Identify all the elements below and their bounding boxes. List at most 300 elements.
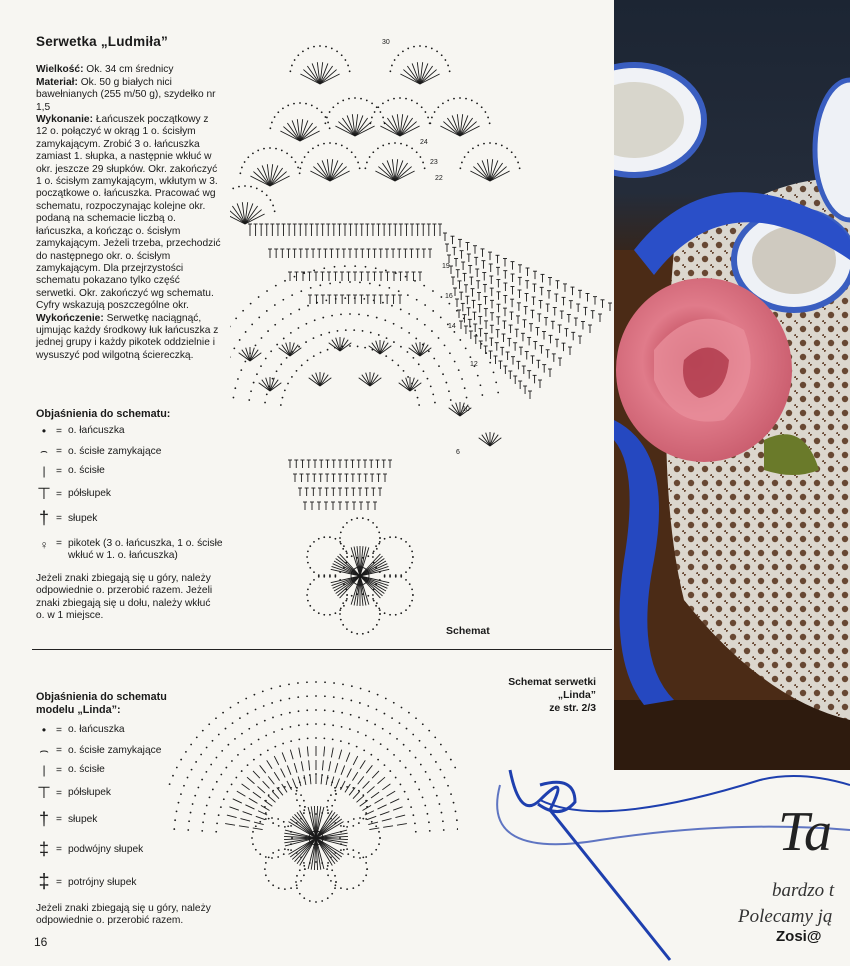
chain-dot	[256, 724, 258, 726]
chain-dot	[274, 304, 276, 306]
chain-dot	[276, 370, 278, 372]
chain-dot	[266, 310, 268, 312]
chain-dot	[443, 829, 445, 831]
chain-dot	[339, 837, 341, 839]
chain-dot	[295, 793, 297, 795]
chain-dot	[356, 746, 358, 748]
chain-dot	[444, 344, 446, 346]
chain-dot	[295, 161, 297, 163]
stitch-mark	[253, 828, 263, 830]
chain-dot	[315, 861, 317, 863]
stitch-mark	[335, 763, 338, 773]
chain-dot	[318, 576, 320, 578]
stitch-mark	[380, 343, 388, 354]
chain-dot	[296, 370, 298, 372]
chain-dot	[284, 786, 286, 788]
chain-dot	[391, 65, 393, 67]
stitch-mark	[309, 760, 310, 770]
material-label: Materiał:	[36, 76, 78, 88]
chain-dot	[323, 536, 325, 538]
chain-dot	[495, 381, 497, 383]
chain-dot	[237, 702, 239, 704]
chain-dot	[301, 162, 303, 164]
chain-dot	[247, 156, 249, 158]
chain-dot	[208, 723, 210, 725]
stitch-mark	[240, 819, 250, 821]
chain-dot	[327, 800, 329, 802]
chain-dot	[442, 373, 444, 375]
chain-dot	[265, 862, 267, 864]
stitch-mark	[339, 750, 342, 760]
section-divider	[32, 649, 612, 650]
legend-item: † = słupek	[36, 508, 97, 529]
chain-dot	[268, 880, 270, 882]
stitch-mark	[358, 776, 364, 784]
chain-dot	[315, 723, 317, 725]
chain-dot	[401, 327, 403, 329]
chain-dot	[262, 690, 264, 692]
chain-dot	[313, 579, 315, 581]
chain-dot	[346, 628, 348, 630]
chain-dot	[397, 54, 399, 56]
chain-dot	[334, 576, 336, 578]
stitch-mark	[397, 824, 407, 826]
chain-dot	[434, 402, 436, 404]
chain-dot	[389, 733, 391, 735]
chain-dot	[343, 825, 345, 827]
chain-dot	[449, 352, 451, 354]
stitch-mark	[253, 792, 261, 798]
chain-dot	[375, 605, 377, 607]
chain-dot	[376, 709, 378, 711]
chain-dot	[373, 739, 375, 741]
chain-dot	[329, 614, 331, 616]
chain-dot	[283, 338, 285, 340]
chain-dot	[433, 358, 435, 360]
chain-dot	[377, 759, 379, 761]
chain-dot	[297, 54, 299, 56]
chain-dot	[365, 818, 367, 820]
chain-dot	[329, 111, 331, 113]
chain-dot	[183, 785, 185, 787]
chain-dot	[340, 825, 342, 827]
stitch-mark	[393, 807, 402, 810]
chain-dot	[320, 352, 322, 354]
chain-dot	[365, 735, 367, 737]
chain-dot	[287, 383, 289, 385]
chain-dot	[411, 600, 413, 602]
stitch-mark	[367, 816, 376, 819]
chain-dot	[402, 50, 404, 52]
chain-dot	[298, 346, 300, 348]
chain-dot	[364, 347, 366, 349]
chain-dot	[413, 46, 415, 48]
chain-dot	[327, 812, 329, 814]
chain-dot	[284, 848, 286, 850]
chain-dot	[362, 517, 364, 519]
chain-dot	[324, 695, 326, 697]
chain-dot	[291, 294, 293, 296]
chain-dot	[220, 806, 222, 808]
chain-dot	[430, 385, 432, 387]
chain-dot	[196, 737, 198, 739]
stitch-mark	[249, 798, 258, 803]
stitch-icon: †	[38, 508, 49, 528]
chain-dot	[346, 522, 348, 524]
chain-dot	[306, 709, 308, 711]
chain-dot	[375, 825, 377, 827]
chain-dot	[519, 167, 521, 169]
linda-note: Jeżeli znaki zbiegają się u góry, należy odpowiednie o. przerobić razem.	[36, 903, 211, 927]
chain-dot	[315, 709, 317, 711]
chain-dot	[385, 269, 387, 271]
chain-dot	[395, 272, 397, 274]
chain-dot	[425, 46, 427, 48]
chain-dot	[303, 874, 305, 876]
chain-dot	[331, 869, 333, 871]
chain-dot	[341, 145, 343, 147]
chain-dot	[412, 556, 414, 558]
chain-dot	[251, 837, 253, 839]
chain-dot	[384, 319, 386, 321]
chain-dot	[299, 893, 301, 895]
chain-dot	[220, 774, 222, 776]
chain-dot	[344, 297, 346, 299]
chain-dot	[180, 793, 182, 795]
chain-dot	[313, 337, 315, 339]
chain-dot	[334, 884, 336, 886]
chain-dot	[335, 298, 337, 300]
chain-dot	[420, 764, 422, 766]
chain-dot	[435, 761, 437, 763]
chain-dot	[319, 284, 321, 286]
stitch-mark	[260, 765, 266, 773]
chain-dot	[449, 70, 451, 72]
chain-dot	[340, 849, 342, 851]
chain-dot	[339, 537, 341, 539]
chain-dot	[424, 304, 426, 306]
chain-dot	[394, 59, 396, 61]
chain-dot	[391, 305, 393, 307]
size-label: Wielkość:	[36, 64, 84, 76]
chain-dot	[239, 339, 241, 341]
chain-dot	[277, 111, 279, 113]
chain-dot	[455, 810, 457, 812]
chain-dot	[433, 787, 435, 789]
signature: Zosi@	[776, 928, 822, 945]
chain-dot	[333, 682, 335, 684]
chain-dot	[315, 681, 317, 683]
chain-dot	[239, 172, 241, 174]
stitch-mark	[272, 791, 279, 798]
chain-dot	[407, 798, 409, 800]
stitch-mark	[250, 350, 258, 361]
chain-dot	[223, 798, 225, 800]
chain-dot	[329, 536, 331, 538]
chain-dot	[339, 609, 341, 611]
chain-dot	[201, 830, 203, 832]
chain-dot	[356, 517, 358, 519]
chain-dot	[344, 265, 346, 267]
chain-dot	[400, 784, 402, 786]
chain-dot	[388, 287, 390, 289]
chain-dot	[450, 793, 452, 795]
chain-dot	[263, 705, 265, 707]
chain-dot	[363, 298, 365, 300]
chain-dot	[287, 825, 289, 827]
chain-dot	[418, 789, 420, 791]
chain-dot	[231, 760, 233, 762]
chain-dot	[393, 702, 395, 704]
chain-dot	[459, 339, 461, 341]
chain-dot	[255, 825, 257, 827]
chain-dot	[337, 102, 339, 104]
chain-dot	[432, 290, 434, 292]
stitch-mark	[239, 826, 249, 828]
stitch-mark	[277, 787, 283, 795]
chain-dot	[415, 338, 417, 340]
chain-dot	[388, 143, 390, 145]
chain-dot	[253, 759, 255, 761]
chain-dot	[353, 856, 355, 858]
chain-dot	[334, 538, 336, 540]
chain-dot	[438, 337, 440, 339]
stitch-mark	[482, 435, 490, 446]
chain-dot	[252, 831, 254, 833]
chain-dot	[174, 819, 176, 821]
stitch-mark	[267, 760, 272, 768]
chain-dot	[342, 100, 344, 102]
chain-dot	[400, 612, 402, 614]
chain-dot	[235, 317, 237, 319]
stitch-mark	[329, 761, 331, 771]
chain-dot	[297, 696, 299, 698]
chain-dot	[362, 880, 364, 882]
chain-dot	[412, 594, 414, 596]
stitch-mark	[242, 784, 250, 790]
chain-dot	[409, 545, 411, 547]
stitch-mark	[380, 812, 389, 815]
chain-dot	[180, 759, 182, 761]
stitch-mark	[331, 748, 333, 758]
chain-dot	[282, 107, 284, 109]
chain-dot	[306, 695, 308, 697]
chain-dot	[380, 111, 382, 113]
chain-dot	[483, 143, 485, 145]
chain-dot	[430, 754, 432, 756]
chain-dot	[345, 550, 347, 552]
chain-dot	[365, 800, 367, 802]
chain-dot	[360, 98, 362, 100]
stitch-mark	[370, 375, 378, 386]
chain-dot	[287, 849, 289, 851]
chain-dot	[395, 777, 397, 779]
chain-dot	[216, 757, 218, 759]
chain-dot	[237, 378, 239, 380]
chain-dot	[384, 612, 386, 614]
round-number: 30	[382, 39, 390, 46]
chain-dot	[278, 825, 280, 827]
chain-dot	[384, 764, 386, 766]
chain-dot	[340, 531, 342, 533]
chain-dot	[257, 150, 259, 152]
chain-dot	[281, 728, 283, 730]
chain-dot	[429, 122, 431, 124]
chain-dot	[481, 343, 483, 345]
chain-dot	[334, 790, 336, 792]
chain-dot	[327, 862, 329, 864]
chain-dot	[365, 874, 367, 876]
stitch-mark	[282, 345, 290, 356]
stitch-mark	[366, 765, 372, 773]
chain-dot	[253, 694, 255, 696]
chain-dot	[267, 330, 269, 332]
chain-dot	[397, 364, 399, 366]
stitch-mark	[282, 784, 287, 792]
chain-dot	[222, 712, 224, 714]
chain-dot	[258, 317, 260, 319]
chain-dot	[407, 294, 409, 296]
chain-dot	[278, 887, 280, 889]
chain-dot	[240, 369, 242, 371]
chain-dot	[320, 334, 322, 336]
chain-dot	[252, 843, 254, 845]
chain-dot	[306, 681, 308, 683]
legend-item: • = o. łańcuszka	[36, 424, 125, 438]
stitch-mark	[347, 769, 352, 778]
chain-dot	[403, 744, 405, 746]
chain-dot	[403, 370, 405, 372]
chain-dot	[405, 579, 407, 581]
chain-dot	[374, 111, 376, 113]
chain-dot	[332, 106, 334, 108]
legend-item: | = o. ścisłe	[36, 464, 105, 478]
chain-dot	[393, 341, 395, 343]
chain-dot	[300, 290, 302, 292]
stitch-mark	[363, 781, 370, 788]
stitch-mark	[360, 760, 365, 768]
chain-dot	[346, 826, 348, 828]
chain-dot	[489, 142, 491, 144]
chain-dot	[334, 574, 336, 576]
chain-dot	[411, 147, 413, 149]
chain-dot	[448, 390, 450, 392]
chain-dot	[296, 799, 298, 801]
chain-dot	[265, 874, 267, 876]
half-stitch-icon: ⊤	[37, 785, 51, 802]
chain-dot	[366, 868, 368, 870]
chain-dot	[372, 552, 374, 554]
chain-dot	[245, 698, 247, 700]
chain-dot	[385, 355, 387, 357]
chain-dot	[351, 519, 353, 521]
chain-dot	[309, 545, 311, 547]
chain-dot	[352, 887, 354, 889]
chain-dot	[461, 378, 463, 380]
chain-dot	[349, 345, 351, 347]
chain-dot	[506, 147, 508, 149]
chain-dot	[407, 48, 409, 50]
chain-dot	[405, 98, 407, 100]
chain-dot	[202, 730, 204, 732]
chain-dot	[277, 818, 279, 820]
chain-dot	[329, 574, 331, 576]
chain-dot	[341, 54, 343, 56]
chain-dot	[349, 281, 351, 283]
chain-dot	[448, 303, 450, 305]
chain-dot	[313, 46, 315, 48]
chain-dot	[340, 740, 342, 742]
chain-dot	[176, 810, 178, 812]
chain-dot	[233, 397, 235, 399]
chain-dot	[272, 717, 274, 719]
chain-dot	[350, 714, 352, 716]
chain-dot	[352, 825, 354, 827]
chain-dot	[422, 796, 424, 798]
chain-dot	[342, 548, 344, 550]
chain-dot	[406, 145, 408, 147]
chain-dot	[259, 821, 261, 823]
chain-dot	[324, 709, 326, 711]
chain-dot	[290, 726, 292, 728]
stitch-mark	[357, 796, 365, 803]
chain-dot	[414, 781, 416, 783]
chain-dot	[346, 786, 348, 788]
chain-dot	[304, 868, 306, 870]
chain-dot	[362, 330, 364, 332]
chain-dot	[411, 588, 413, 590]
chain-dot	[419, 740, 421, 742]
chain-dot	[440, 769, 442, 771]
chain-dot	[326, 806, 328, 808]
legend-item: ⊤ = półsłupek	[37, 785, 111, 802]
chain-dot	[431, 48, 433, 50]
chain-dot	[349, 313, 351, 315]
chain-dot	[379, 609, 381, 611]
chain-dot	[432, 393, 434, 395]
chain-dot	[378, 543, 380, 545]
stitch-mark	[369, 828, 379, 830]
chain-dot	[299, 102, 301, 104]
chain-dot	[343, 849, 345, 851]
chain-dot	[454, 361, 456, 363]
chain-dot	[325, 116, 327, 118]
chain-dot	[428, 730, 430, 732]
chain-dot	[225, 728, 227, 730]
chain-dot	[450, 759, 452, 761]
chain-dot	[311, 105, 313, 107]
chain-dot	[407, 376, 409, 378]
chain-dot	[359, 817, 361, 819]
chain-dot	[339, 541, 341, 543]
chain-dot	[293, 103, 295, 105]
chain-dot	[487, 117, 489, 119]
chain-dot	[347, 853, 349, 855]
chain-dot	[216, 822, 218, 824]
chain-dot	[244, 161, 246, 163]
stitch-mark	[287, 765, 291, 774]
chain-dot	[313, 609, 315, 611]
chain-dot	[453, 802, 455, 804]
chain-dot	[331, 893, 333, 895]
chain-dot	[378, 334, 380, 336]
chain-dot	[477, 375, 479, 377]
chain-dot	[346, 147, 348, 149]
chain-dot	[441, 812, 443, 814]
chain-dot	[178, 802, 180, 804]
chain-dot	[458, 369, 460, 371]
chain-dot	[331, 315, 333, 317]
